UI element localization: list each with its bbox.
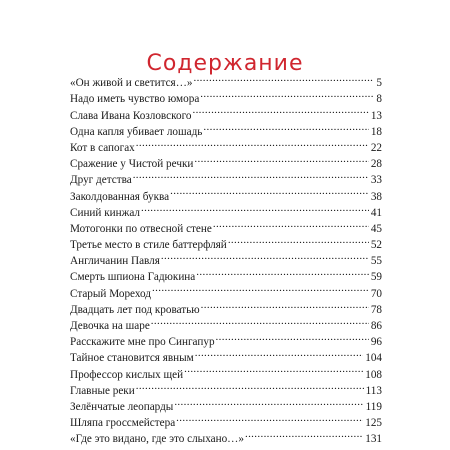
toc-entry-title: Тайное становится явным — [70, 352, 194, 365]
toc-entry-title: Зелёнчатые леопарды — [70, 400, 174, 413]
toc-entry-title: Слава Ивана Козловского — [70, 109, 192, 122]
toc-entry-page-number: 96 — [370, 336, 382, 349]
toc-entry-page-number: 86 — [370, 320, 382, 332]
toc-entry-page-number: 45 — [370, 222, 382, 235]
toc-entry-page-number: 59 — [370, 271, 382, 284]
toc-entry-title: Заколдованная буква — [70, 190, 170, 203]
dot-leader — [203, 119, 368, 135]
toc-entry-page-number: 18 — [370, 125, 382, 138]
dot-leader — [176, 410, 363, 426]
table-of-contents — [70, 70, 382, 446]
toc-entry-page-number: 70 — [370, 287, 382, 300]
dot-leader — [195, 345, 363, 361]
toc-entry-title: «Где это видано, где это слыхано…» — [70, 433, 244, 446]
toc-entry-page-number: 38 — [370, 190, 382, 203]
toc-entry-page-number: 113 — [365, 384, 382, 397]
dot-leader — [161, 248, 369, 264]
toc-entry-page-number: 125 — [365, 417, 382, 430]
toc-entry-page-number: 108 — [365, 368, 382, 381]
toc-entry-page-number: 28 — [370, 158, 382, 171]
toc-entry-title: Старый Мореход — [70, 287, 152, 300]
toc-entry-page-number: 52 — [370, 239, 382, 252]
toc-entry-page-number: 33 — [370, 174, 382, 187]
dot-leader — [200, 86, 374, 102]
dot-leader — [216, 329, 369, 345]
toc-entry-title: Мотогонки по отвесной стене — [70, 222, 212, 235]
toc-entry-title: Двадцать лет под кроватью — [70, 303, 200, 316]
dot-leader — [136, 135, 369, 151]
dot-leader — [151, 313, 369, 329]
toc-entry-page-number: 22 — [370, 141, 382, 154]
dot-leader — [194, 151, 368, 167]
toc-entry-page-number: 8 — [376, 93, 382, 106]
toc-entry-title: Девочка на шаре — [70, 320, 150, 332]
dot-leader — [201, 297, 369, 313]
toc-entry-title: Шляпа гроссмейстера — [70, 417, 176, 430]
page-title: Содержание — [146, 50, 304, 76]
toc-entry-title: Третье место в стиле баттерфляй — [70, 239, 227, 252]
toc-entry-title: Смерть шпиона Гадюкина — [70, 271, 196, 284]
dot-leader — [245, 426, 363, 442]
dot-leader — [141, 200, 369, 216]
toc-entry-page-number: 78 — [370, 303, 382, 316]
toc-entry-title: «Он живой и светится…» — [70, 77, 193, 90]
toc-entry-page-number: 55 — [370, 255, 382, 268]
dot-leader — [192, 102, 368, 118]
dot-leader — [213, 216, 369, 232]
dot-leader — [133, 167, 369, 183]
toc-entry-page-number: 13 — [370, 109, 382, 122]
toc-entry-title: Сражение у Чистой речки — [70, 158, 194, 171]
toc-entry-title: Расскажите мне про Сингапур — [70, 336, 215, 349]
dot-leader — [228, 232, 369, 248]
toc-entry-title: Одна капля убивает лошадь — [70, 125, 203, 138]
dot-leader — [193, 70, 374, 86]
toc-entry-title: Англичанин Павля — [70, 255, 160, 268]
dot-leader — [184, 361, 363, 377]
toc-entry — [70, 70, 382, 90]
toc-entry-page-number: 131 — [365, 433, 382, 446]
toc-entry-title: Друг детства — [70, 174, 132, 187]
dot-leader — [170, 183, 369, 199]
toc-entry-title: Профессор кислых щей — [70, 368, 184, 381]
toc-entry-title: Кот в сапогах — [70, 141, 135, 154]
toc-entry-title: Надо иметь чувство юмора — [70, 93, 200, 106]
toc-entry-page-number: 104 — [365, 352, 382, 365]
toc-entry-page-number: 119 — [365, 400, 382, 413]
toc-entry-title: Синий кинжал — [70, 206, 140, 219]
dot-leader — [136, 378, 364, 394]
dot-leader — [174, 394, 363, 410]
dot-leader — [196, 264, 369, 280]
toc-entry-title: Главные реки — [70, 384, 135, 397]
dot-leader — [152, 280, 369, 296]
toc-entry-page-number: 41 — [370, 206, 382, 219]
toc-entry-page-number: 5 — [376, 77, 382, 90]
